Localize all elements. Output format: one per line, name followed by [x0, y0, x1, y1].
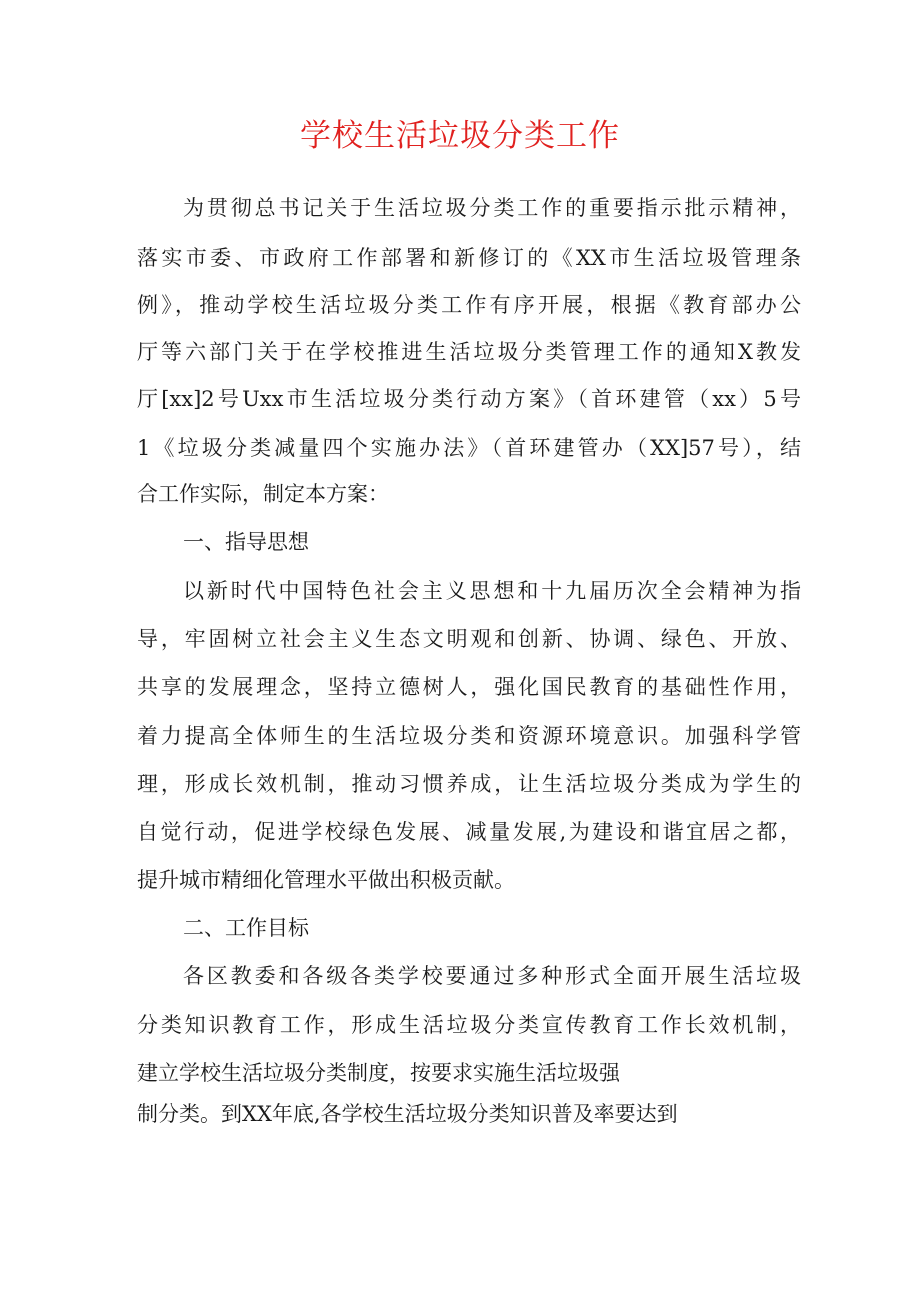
paragraph-line: 着力提高全体师生的生活垃圾分类和资源环境意识。加强科学管	[137, 724, 801, 748]
section-heading: 二、工作目标	[183, 916, 309, 940]
paragraph-line: 落实市委、市政府工作部署和新修订的《XX市生活垃圾管理条	[137, 246, 801, 270]
paragraph-line: 自觉行动，促进学校绿色发展、减量发展,为建设和谐宜居之都，	[137, 820, 801, 844]
paragraph-line: 合工作实际，制定本方案：	[137, 482, 389, 506]
paragraph-line: 建立学校生活垃圾分类制度，按要求实施生活垃圾强	[137, 1061, 620, 1085]
paragraph-line: 例》，推动学校生活垃圾分类工作有序开展，根据《教育部办公	[137, 293, 801, 317]
paragraph-line: 理，形成长效机制，推动习惯养成，让生活垃圾分类成为学生的	[137, 772, 801, 796]
paragraph-line: 提升城市精细化管理水平做出积极贡献。	[137, 868, 515, 892]
paragraph-line: 1《垃圾分类减量四个实施办法》（首环建管办（XX]57号），结	[137, 436, 801, 460]
section-heading: 一、指导思想	[183, 530, 309, 554]
paragraph-line: 制分类。到XX年底,各学校生活垃圾分类知识普及率要达到	[137, 1102, 678, 1126]
paragraph-line: 为贯彻总书记关于生活垃圾分类工作的重要指示批示精神，	[183, 196, 801, 220]
paragraph-line: 厅[xx]2号Uxx市生活垃圾分类行动方案》（首环建管（xx）5号	[137, 387, 801, 411]
paragraph-line: 共享的发展理念，坚持立德树人，强化国民教育的基础性作用，	[137, 675, 801, 699]
paragraph-line: 各区教委和各级各类学校要通过多种形式全面开展生活垃圾	[183, 964, 801, 988]
paragraph-line: 导，牢固树立社会主义生态文明观和创新、协调、绿色、开放、	[137, 627, 801, 651]
document-title: 学校生活垃圾分类工作	[300, 118, 620, 154]
paragraph-line: 分类知识教育工作，形成生活垃圾分类宣传教育工作长效机制，	[137, 1013, 801, 1037]
paragraph-line: 厅等六部门关于在学校推进生活垃圾分类管理工作的通知X教发	[137, 340, 801, 364]
paragraph-line: 以新时代中国特色社会主义思想和十九届历次全会精神为指	[183, 579, 801, 603]
